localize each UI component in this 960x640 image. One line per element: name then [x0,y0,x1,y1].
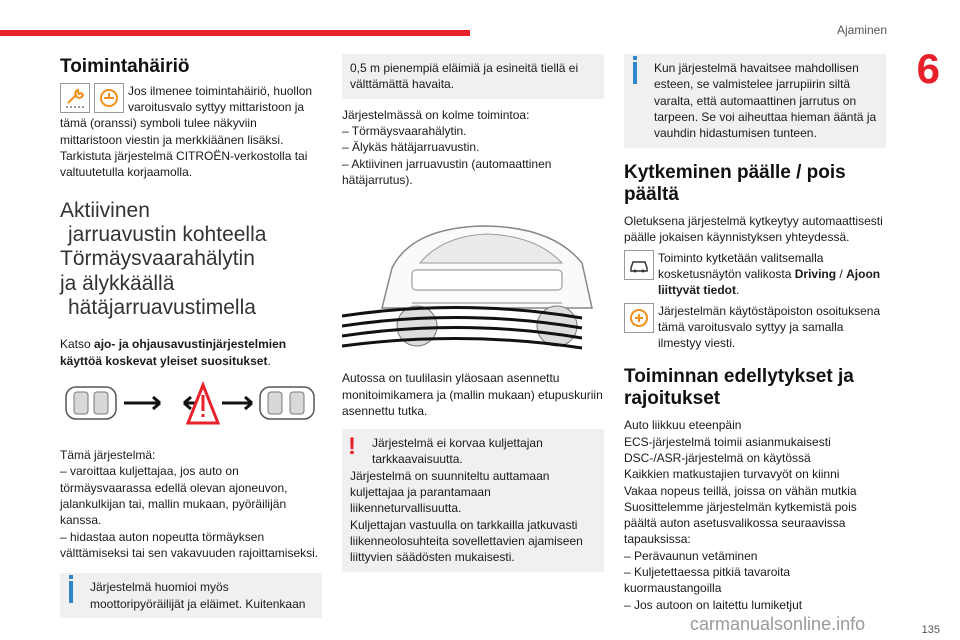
column-2 [342,54,604,572]
deactivation-icon-row [624,303,886,352]
chapter-number: 6 [916,45,940,92]
info-box-brake-prep: Kun järjestelmä havaitsee mahdollisen esteen, se valmistelee jarrupiirin siltä varalta, että automaattinen jarrutus on tarpeen. Se voi aiheuttaa hieman ääntä ja vauhdin hidastumisen tunteen. [624,54,886,148]
system-item-1: – varoittaa kuljettajaa, jos auto on törmäysvaarassa edellä olevan ajoneuvon, jalankulkijan tai, mallin mukaan, pyöräilijän kanssa. [60,464,288,528]
function-item-3: – Aktiivinen jarruavustin (automaattinen hätäjarrutus). [342,156,552,187]
info-icon [69,581,73,603]
column-3 [624,54,886,613]
front-car-illustration [260,387,314,419]
collision-alert-icon [94,83,124,113]
conditions-heading: Toiminnan edellytykset ja rajoitukset [624,365,854,410]
info-icon [633,62,637,84]
main-title: Aktiivinen jarruavustin kohteella Törmäysvaarahälytin ja älykkäällä hätäjarruavustimella [60,198,267,320]
wrench-icon [60,83,90,113]
system-intro: Tämä järjestelmä: [60,448,156,463]
system-item-2: – hidastaa auton nopeutta törmäyksen välttämiseksi tai sen vakavuuden rajoittamiseksi. [60,529,319,560]
fault-text-2: Tarkistuta järjestelmä CITROËN-verkostolla tai valtuutetulla korjaamolla. [60,149,308,180]
switch-icon-row [624,250,886,299]
info-box-motorcycles: Järjestelmä huomioi myös moottoripyöräilijät ja eläimet. Kuitenkaan [60,573,322,618]
fault-text: tämä (oranssi) symboli tulee näkyviin mittaristoon viestin ja merkkiäänen lisäksi. [60,116,284,147]
info-box-small-objects: 0,5 m pienempiä eläimiä ja esineitä tiellä ei välttämättä havaita. [342,54,604,99]
condition-item: Auto liikkuu eteenpäin [624,418,742,433]
column-1 [60,54,322,618]
car-settings-icon [624,250,654,280]
page-number: 135 [921,624,940,637]
condition-item: Vakaa nopeus teillä, joissa on vähän mutkia [624,483,857,498]
chapter-title: Ajaminen [836,23,887,37]
condition-item: – Perävaunun vetäminen [624,548,758,563]
car-sensor-illustration [342,208,604,358]
condition-item: – Kuljetettaessa pitkiä tavaroita kuormaustangoilla [624,565,791,596]
condition-item: Suosittelemme järjestelmän kytkemistä pois päältä auton asetusvalikossa seuraavissa tapauksissa: [624,499,857,547]
see-recommendations: Katso ajo- ja ohjausavustinjärjestelmien käyttöä koskevat yleiset suositukset. [60,337,287,368]
condition-item: DSC-/ASR-järjestelmä on käytössä [624,450,811,465]
condition-item: Kaikkien matkustajien turvavyöt on kiinni [624,467,840,482]
switch-heading: Kytkeminen päälle / pois päältä [624,161,846,206]
switch-icon-text: Toiminto kytketään valitsemalla kosketusnäytön valikosta Driving / Ajoon liittyvät tiedot. [658,250,881,298]
function-item-2: – Älykäs hätäjarruavustin. [342,140,480,155]
switch-text: Oletuksena järjestelmä kytkeytyy automaattisesti päälle jokaisen käynnistyksen yhteydessä. [624,214,883,245]
functions-intro: Järjestelmässä on kolme toimintoa: [342,107,530,122]
header-accent-bar [0,30,470,36]
deactivation-icon-text: Järjestelmän käytöstäpoiston osoituksena tämä varoitusvalo syttyy ja samalla ilmestyy viesti. [658,303,881,351]
fault-icon-row [60,83,322,116]
watermark: carmanualsonline.info [690,613,866,634]
collision-diagram [60,379,322,435]
car-caption: Autossa on tuulilasin yläosaan asennettu monitoimikamera ja (mallin mukaan) etupuskuriin asennettu tutka. [342,371,603,418]
rear-car-illustration [66,387,116,419]
collision-warning-light-icon [624,303,654,333]
fault-icon-text: Jos ilmenee toimintahäiriö, huollon varoitusvalo syttyy mittaristoon ja [128,83,313,115]
fault-heading: Toimintahäiriö [60,56,190,77]
condition-item: ECS-järjestelmä toimii asianmukaisesti [624,434,831,449]
warning-box-attention: ! Järjestelmä ei korvaa kuljettajan tarkkaavaisuutta. Järjestelmä on suunniteltu auttamaan kuljettajaa ja parantamaan liikenneturvallisuutta. Kuljettajan vastuulla on tarkkailla jatkuvasti liikenneolosuhteita sovellettavien ajamiseen liittyvien säädösten mukaisesti. [342,429,604,572]
function-item-1: – Törmäysvaarahälytin. [342,123,467,138]
exclamation-icon: ! [348,433,356,461]
condition-item: – Jos autoon on laitettu lumiketjut [624,597,803,612]
